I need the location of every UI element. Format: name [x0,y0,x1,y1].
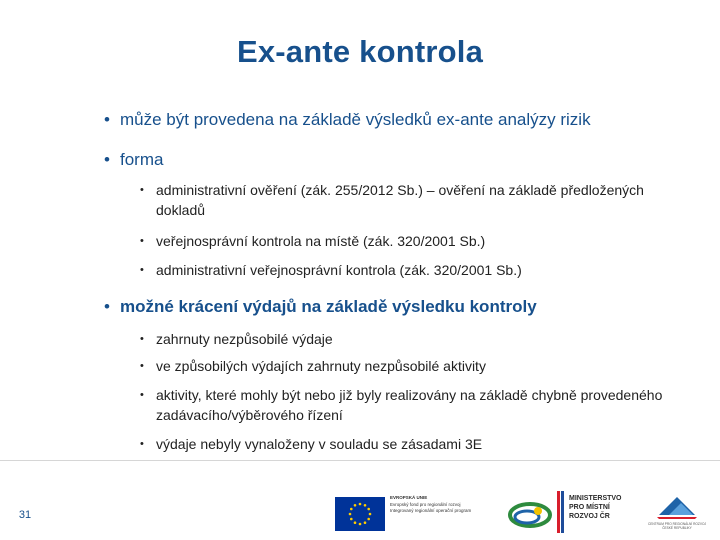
sub-bullet-marker: • [140,360,144,372]
sub-bullet-marker: • [140,438,144,450]
mmr-logo [557,489,637,535]
eu-flag-icon [335,497,385,531]
sub-bullet-marker: • [140,389,144,401]
sub-bullet-item [140,434,680,454]
sub-bullet-text: veřejnosprávní kontrola na místě (zák. 320/2001 Sb.) [156,233,486,249]
sub-bullet-text: zahrnuty nezpůsobilé výdaje [156,331,333,347]
crr-logo [637,491,717,537]
irop-logo-icon [505,497,555,531]
bullet-marker: • [104,150,110,169]
sub-bullet-item [140,231,680,251]
page-number: 31 [18,509,32,521]
bullet-text: možné krácení výdajů na základě výsledku kontroly [120,297,537,316]
sub-bullet-text: administrativní veřejnosprávní kontrola (zák. 320/2001 Sb.) [156,262,522,278]
sub-bullet-item [140,180,680,220]
crr-logo-text: CENTRUM PRO REGIONÁLNÍ ROZVOJ ČESKÉ REPUBLIKY [647,522,707,530]
sub-bullet-item [140,385,680,425]
sub-bullet-text: aktivity, které mohly být nebo již byly realizovány na základě chybně provedeného zadávacího/výběrového řízení [156,387,663,423]
sub-bullet-text: administrativní ověření (zák. 255/2012 Sb.) – ověření na základě předložených dokladů [156,182,644,218]
mmr-logo-text: MINISTERSTVO PRO MÍSTNÍ ROZVOJ ČR [569,495,622,520]
footer-divider [0,460,720,461]
slide-title: Ex-ante kontrola [236,34,484,69]
bullet-text: může být provedena na základě výsledků ex-ante analýzy rizik [120,110,591,129]
crr-logo-icon [637,491,717,521]
sub-bullet-marker: • [140,235,144,247]
sub-bullet-marker: • [140,184,144,196]
bullet-marker: • [104,297,110,316]
sub-bullet-marker: • [140,333,144,345]
eu-logo-text: EVROPSKÁ UNIE Evropský fond pro regionální rozvoj Integrovaný regionální operační program [390,495,472,513]
sub-bullet-marker: • [140,264,144,276]
sub-bullet-item [140,356,680,376]
sub-bullet-item [140,260,680,280]
sub-bullet-text: ve způsobilých výdajích zahrnuty nezpůsobilé aktivity [156,358,486,374]
bullet-marker: • [104,110,110,129]
bullet-text: forma [120,150,164,169]
sub-bullet-item [140,329,680,349]
sub-bullet-text: výdaje nebyly vynaloženy v souladu se zásadami 3E [156,436,483,452]
mmr-mark-icon [557,491,567,533]
